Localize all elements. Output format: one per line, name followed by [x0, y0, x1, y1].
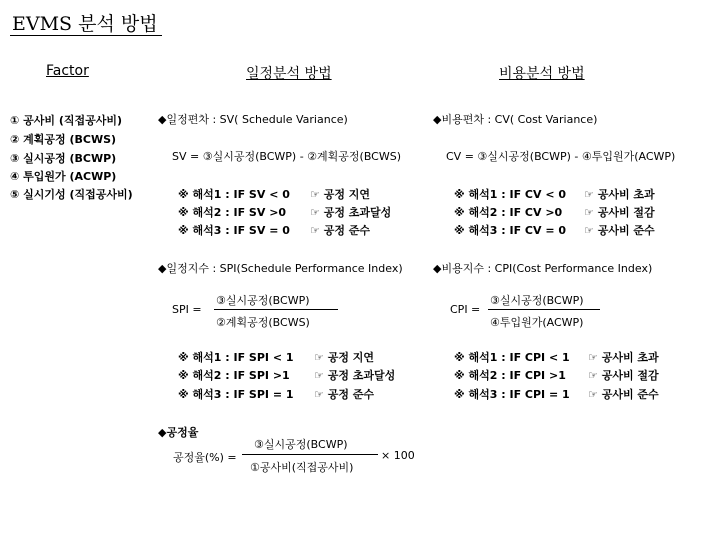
cv-heading: ◆비용편차 : CV( Cost Variance) [433, 113, 598, 126]
spi-case-result: ☞ 공정 준수 [314, 388, 375, 401]
progress-heading: ◆공정율 [158, 426, 199, 439]
factor-item: ⑤ 실시기성 (직접공사비) [10, 188, 133, 201]
cpi-fraction-line [488, 309, 600, 310]
spi-label: SPI = [172, 303, 202, 316]
spi-fraction-line [214, 309, 338, 310]
spi-heading: ◆일정지수 : SPI(Schedule Performance Index) [158, 262, 403, 275]
progress-multiplier: × 100 [381, 449, 415, 462]
cpi-label: CPI = [450, 303, 481, 316]
schedule-analysis-header: 일정분석 방법 [246, 66, 332, 82]
title-underline [10, 35, 162, 36]
spi-case-result: ☞ 공정 지연 [314, 351, 375, 364]
cv-case-condition: ※ 해석3 : IF CV = 0 [454, 224, 567, 237]
sv-case-condition: ※ 해석2 : IF SV >0 [178, 206, 287, 219]
sv-formula: SV = ③실시공정(BCWP) - ②계획공정(BCWS) [172, 150, 402, 163]
factor-item: ① 공사비 (직접공사비) [10, 114, 123, 127]
cpi-case-condition: ※ 해석3 : IF CPI = 1 [454, 388, 570, 401]
cost-analysis-header: 비용분석 방법 [499, 66, 585, 82]
cv-case-result: ☞ 공사비 절감 [584, 206, 655, 219]
spi-denominator: ②계획공정(BCWS) [216, 316, 310, 329]
progress-label: 공정율(%) = [173, 451, 237, 464]
spi-numerator: ③실시공정(BCWP) [216, 294, 310, 307]
cv-case-condition: ※ 해석2 : IF CV >0 [454, 206, 563, 219]
progress-denominator: ①공사비(직접공사비) [250, 461, 354, 474]
sv-case-condition: ※ 해석3 : IF SV = 0 [178, 224, 290, 237]
progress-numerator: ③실시공정(BCWP) [254, 438, 348, 451]
spi-case-condition: ※ 해석1 : IF SPI < 1 [178, 351, 294, 364]
spi-case-result: ☞ 공정 초과달성 [314, 369, 396, 382]
progress-fraction-line [242, 454, 378, 455]
factor-item: ④ 투입원가 (ACWP) [10, 170, 117, 183]
factor-item: ② 계획공정 (BCWS) [10, 133, 117, 146]
sv-case-result: ☞ 공정 준수 [310, 224, 371, 237]
sv-heading: ◆일정편차 : SV( Schedule Variance) [158, 113, 348, 126]
page-title: EVMS 분석 방법 [12, 13, 158, 35]
sv-case-condition: ※ 해석1 : IF SV < 0 [178, 188, 290, 201]
cpi-case-result: ☞ 공사비 절감 [588, 369, 659, 382]
cpi-heading: ◆비용지수 : CPI(Cost Performance Index) [433, 262, 653, 275]
cpi-case-condition: ※ 해석2 : IF CPI >1 [454, 369, 566, 382]
factor-header: Factor [46, 63, 89, 79]
cv-case-condition: ※ 해석1 : IF CV < 0 [454, 188, 567, 201]
cpi-denominator: ④투입원가(ACWP) [490, 316, 584, 329]
cv-case-result: ☞ 공사비 초과 [584, 188, 655, 201]
sv-case-result: ☞ 공정 초과달성 [310, 206, 392, 219]
cv-case-result: ☞ 공사비 준수 [584, 224, 655, 237]
spi-case-condition: ※ 해석2 : IF SPI >1 [178, 369, 290, 382]
cpi-case-condition: ※ 해석1 : IF CPI < 1 [454, 351, 570, 364]
cv-formula: CV = ③실시공정(BCWP) - ④투입원가(ACWP) [446, 150, 676, 163]
cpi-numerator: ③실시공정(BCWP) [490, 294, 584, 307]
spi-case-condition: ※ 해석3 : IF SPI = 1 [178, 388, 294, 401]
factor-item: ③ 실시공정 (BCWP) [10, 152, 117, 165]
sv-case-result: ☞ 공정 지연 [310, 188, 371, 201]
cpi-case-result: ☞ 공사비 준수 [588, 388, 659, 401]
cpi-case-result: ☞ 공사비 초과 [588, 351, 659, 364]
